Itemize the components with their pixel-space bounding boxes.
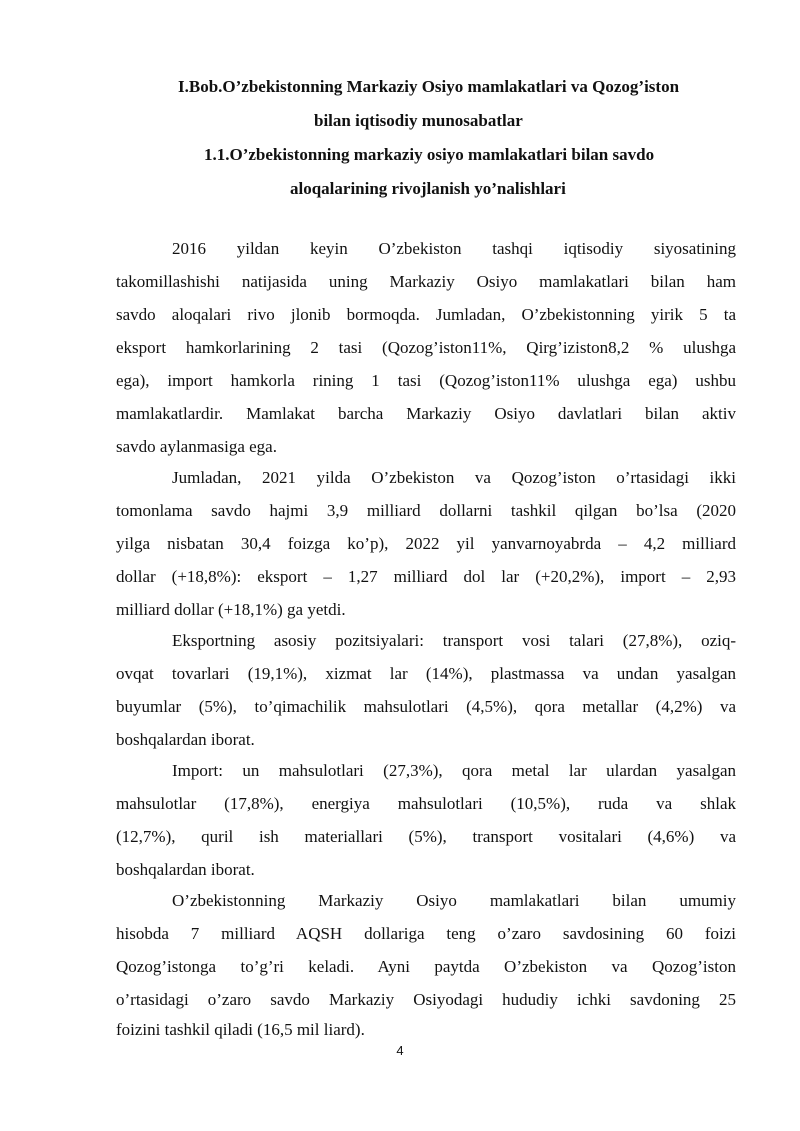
chapter-title-line-2: bilan iqtisodiy munosabatlar [314, 111, 523, 130]
chapter-title-line-1: I.Bob.O’zbekistonning Markaziy Osiyo mamlakatlari va Qozog’iston [178, 77, 680, 96]
paragraph-line: savdo aylanmasiga ega. [116, 437, 277, 456]
paragraph-line: eksport hamkorlarining 2 tasi (Qozog’iston11%, Qirg’iziston8,2 % ulushga [116, 338, 736, 357]
section-title-line-2: aloqalarining rivojlanish yo’nalishlari [290, 179, 566, 198]
paragraph-line: milliard dollar (+18,1%) ga yetdi. [116, 600, 346, 619]
paragraph-line: boshqalardan iborat. [116, 860, 255, 879]
paragraph-line: mahsulotlar (17,8%), energiya mahsulotlari (10,5%), ruda va shlak [116, 794, 736, 813]
paragraph-line: (12,7%), quril ish materiallari (5%), transport vositalari (4,6%) va [116, 827, 736, 846]
paragraph-line: savdo aloqalari rivo jlonib bormoqda. Jumladan, O’zbekistonning yirik 5 ta [116, 305, 736, 324]
paragraph-line: dollar (+18,8%): eksport – 1,27 milliard dol lar (+20,2%), import – 2,93 [116, 567, 736, 586]
paragraph-line: 2016 yildan keyin O’zbekiston tashqi iqtisodiy siyosatining [172, 239, 736, 258]
paragraph-line: buyumlar (5%), to’qimachilik mahsulotlari (4,5%), qora metallar (4,2%) va [116, 697, 736, 716]
paragraph-line: tomonlama savdo hajmi 3,9 milliard dollarni tashkil qilgan bo’lsa (2020 [116, 501, 736, 520]
paragraph-line: Jumladan, 2021 yilda O’zbekiston va Qozog’iston o’rtasidagi ikki [172, 468, 736, 487]
paragraph-line: Import: un mahsulotlari (27,3%), qora metal lar ulardan yasalgan [172, 761, 736, 780]
paragraph-line: Eksportning asosiy pozitsiyalari: transport vosi talari (27,8%), oziq- [172, 631, 736, 650]
paragraph-line: ovqat tovarlari (19,1%), xizmat lar (14%), plastmassa va undan yasalgan [116, 664, 736, 683]
paragraph-line: yilga nisbatan 30,4 foizga ko’p), 2022 yil yanvarnoyabrda – 4,2 milliard [116, 534, 736, 553]
paragraph-line: O’zbekistonning Markaziy Osiyo mamlakatlari bilan umumiy [172, 891, 736, 910]
paragraph-line: ega), import hamkorla rining 1 tasi (Qozog’iston11% ulushga ega) ushbu [116, 371, 736, 390]
paragraph-line: mamlakatlardir. Mamlakat barcha Markaziy Osiyo davlatlari bilan aktiv [116, 404, 736, 423]
paragraph-line: o’rtasidagi o’zaro savdo Markaziy Osiyodagi hududiy ichki savdoning 25 [116, 990, 736, 1009]
paragraph-line: takomillashishi natijasida uning Markaziy Osiyo mamlakatlari bilan ham [116, 272, 736, 291]
paragraph-line: foizini tashkil qiladi (16,5 mil liard). [116, 1020, 365, 1039]
paragraph-line: hisobda 7 milliard AQSH dollariga teng o’zaro savdosining 60 foizi [116, 924, 736, 943]
paragraph-line: Qozog’istonga to’g’ri keladi. Ayni paytda O’zbekiston va Qozog’iston [116, 957, 736, 976]
section-title-line-1: 1.1.O’zbekistonning markaziy osiyo mamlakatlari bilan savdo [204, 145, 655, 164]
page-number: 4 [396, 1043, 404, 1058]
paragraph-line: boshqalardan iborat. [116, 730, 255, 749]
